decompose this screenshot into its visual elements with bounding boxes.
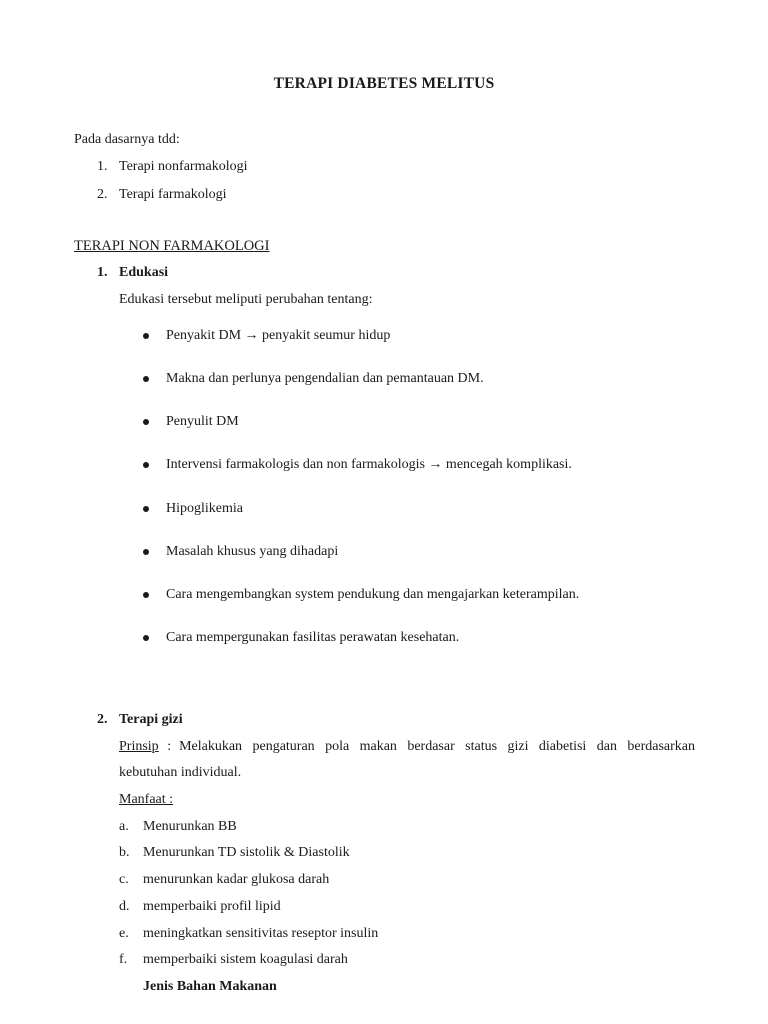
bullet-dot (143, 333, 149, 339)
bullet-dot (143, 506, 149, 512)
intro-item-number: 2. (97, 187, 108, 202)
edukasi-bullet-text: Masalah khusus yang dihadapi (166, 544, 339, 559)
jenis-bahan-makanan-heading: Jenis Bahan Makanan (143, 979, 277, 994)
manfaat-item: memperbaiki profil lipid (143, 899, 281, 914)
intro-lead: Pada dasarnya tdd: (74, 132, 180, 147)
manfaat-item: memperbaiki sistem koagulasi darah (143, 952, 348, 967)
manfaat-letter: c. (119, 872, 129, 887)
document-title: TERAPI DIABETES MELITUS (273, 75, 495, 92)
bullet-dot (143, 419, 149, 425)
prinsip-label: Prinsip (119, 739, 159, 754)
edukasi-heading: Edukasi (119, 265, 169, 280)
manfaat-item: menurunkan kadar glukosa darah (143, 872, 330, 887)
edukasi-bullet-text: Penyakit DM → penyakit seumur hidup (166, 328, 391, 343)
prinsip-line (119, 740, 695, 754)
bullet-dot (143, 592, 149, 598)
bullet-dot (143, 549, 149, 555)
edukasi-lead: Edukasi tersebut meliputi perubahan tentang: (119, 292, 373, 307)
bullet-dot (143, 462, 149, 468)
edukasi-bullet-text: Cara mempergunakan fasilitas perawatan kesehatan. (166, 630, 460, 645)
edukasi-bullet-text: Cara mengembangkan system pendukung dan mengajarkan keterampilan. (166, 587, 580, 602)
manfaat-letter: b. (119, 845, 130, 860)
gizi-heading: Terapi gizi (119, 712, 183, 727)
manfaat-item: Menurunkan BB (143, 819, 237, 834)
bullet-dot (143, 376, 149, 382)
edukasi-bullet-text: Makna dan perlunya pengendalian dan pemantauan DM. (166, 371, 484, 386)
prinsip-text: Melakukan pengaturan pola makan berdasar status gizi diabetisi dan berdasarkan (179, 739, 695, 754)
manfaat-letter: a. (119, 819, 129, 834)
section-heading: TERAPI NON FARMAKOLOGI (74, 238, 270, 254)
prinsip-text-continued: kebutuhan individual. (119, 765, 242, 780)
manfaat-item: Menurunkan TD sistolik & Diastolik (143, 845, 350, 860)
manfaat-letter: d. (119, 899, 130, 914)
manfaat-letter: e. (119, 926, 129, 941)
intro-item-number: 1. (97, 159, 108, 174)
intro-item-text: Terapi nonfarmakologi (119, 159, 248, 174)
intro-item-text: Terapi farmakologi (119, 187, 227, 202)
edukasi-bullet-text: Penyulit DM (166, 414, 239, 429)
prinsip-separator: : (167, 739, 172, 754)
manfaat-label: Manfaat : (119, 792, 174, 807)
gizi-number: 2. (97, 712, 108, 727)
edukasi-number: 1. (97, 265, 108, 280)
bullet-dot (143, 635, 149, 641)
edukasi-bullet-text: Intervensi farmakologis dan non farmakologis → mencegah komplikasi. (166, 457, 572, 472)
manfaat-item: meningkatkan sensitivitas reseptor insulin (143, 926, 379, 941)
prinsip-label-group (119, 740, 171, 754)
edukasi-bullet-text: Hipoglikemia (166, 501, 243, 516)
manfaat-letter: f. (119, 952, 128, 967)
